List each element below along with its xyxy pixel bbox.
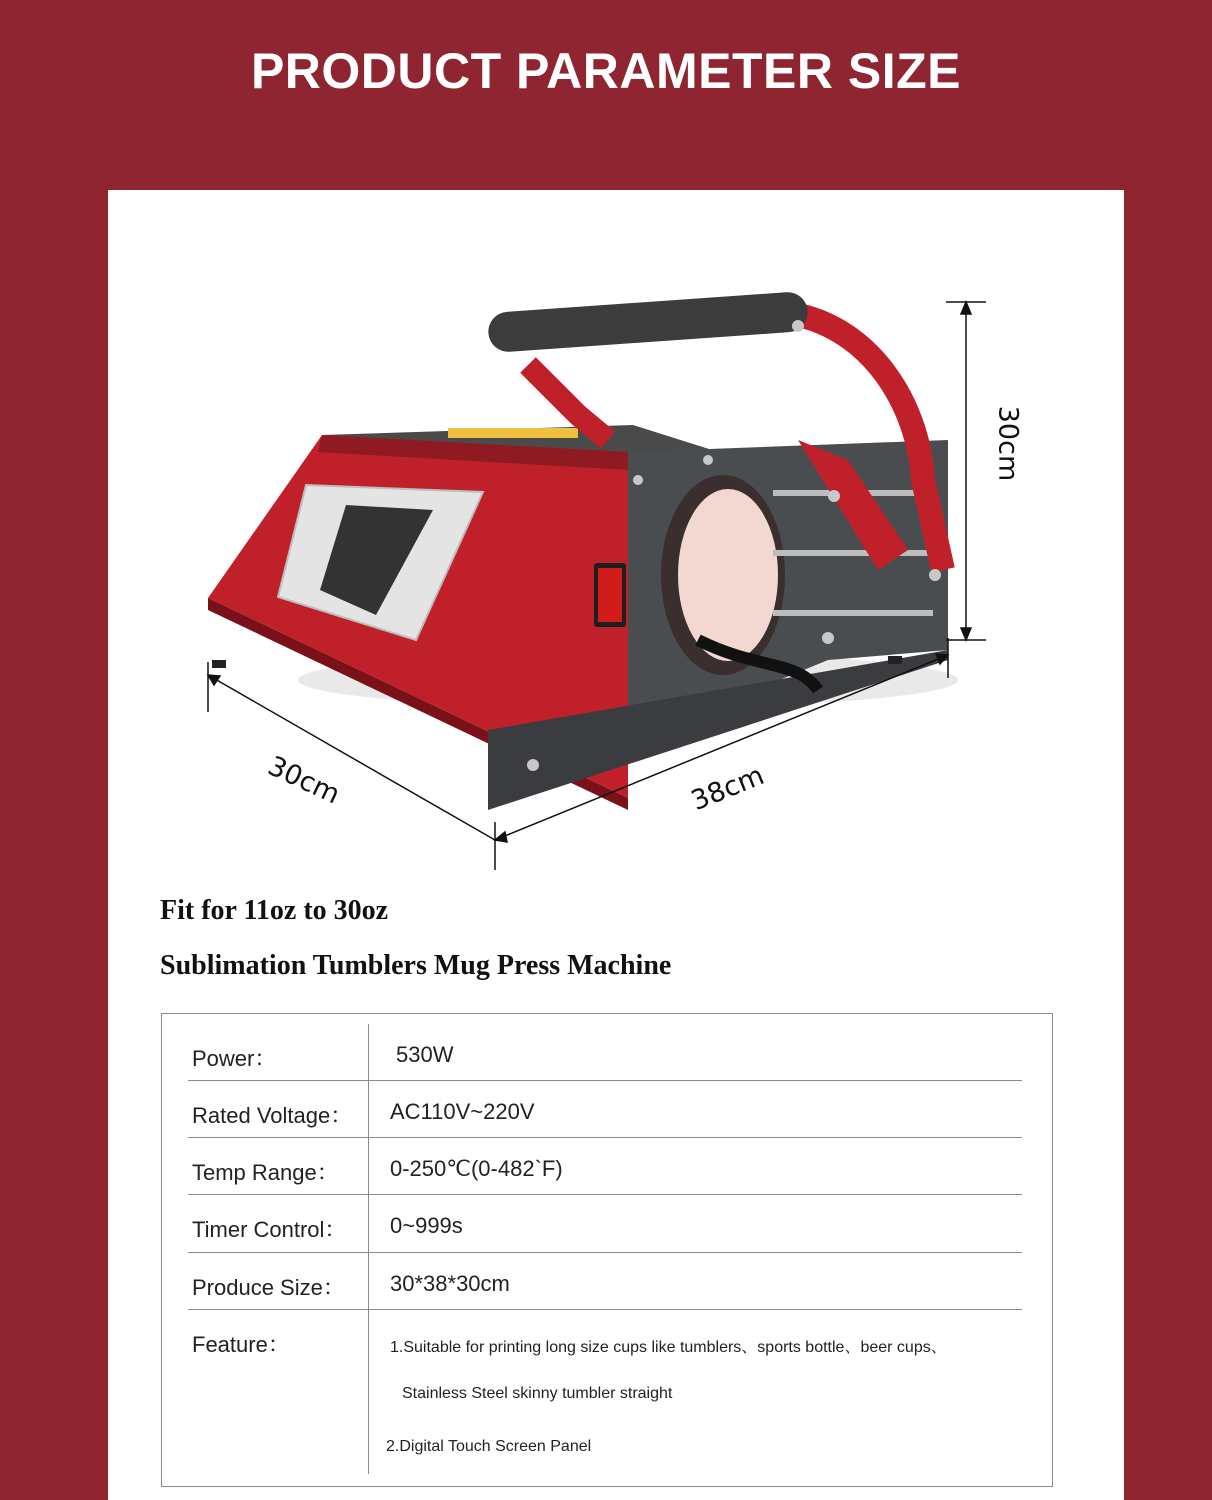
spec-row-power bbox=[188, 1024, 1022, 1081]
spec-row-voltage bbox=[188, 1081, 1022, 1138]
spec-row-feature bbox=[188, 1310, 1022, 1470]
feature-line-2: Stainless Steel skinny tumbler straight bbox=[402, 1385, 673, 1402]
spec-label: Temp Range： bbox=[192, 1160, 339, 1185]
spec-label: Rated Voltage： bbox=[192, 1103, 353, 1128]
depth-dimension-label: 30cm bbox=[262, 750, 345, 811]
spec-label: Produce Size： bbox=[192, 1275, 345, 1300]
height-dimension-label: 30cm bbox=[992, 405, 1024, 482]
spec-value: 30*38*30cm bbox=[390, 1271, 510, 1296]
width-dimension-label: 38cm bbox=[686, 759, 769, 818]
feature-line-1: 1.Suitable for printing long size cups like tumblers、sports bottle、beer cups、 bbox=[390, 1339, 947, 1356]
capacity-heading: Fit for 11oz to 30oz bbox=[160, 895, 389, 926]
spec-label: Feature： bbox=[192, 1332, 290, 1357]
spec-label: Power： bbox=[192, 1046, 277, 1071]
spec-table bbox=[161, 1013, 1053, 1487]
content-panel bbox=[108, 190, 1124, 1500]
spec-row-size bbox=[188, 1253, 1022, 1310]
spec-value: AC110V~220V bbox=[390, 1099, 535, 1124]
spec-label: Timer Control： bbox=[192, 1217, 347, 1242]
spec-value: 530W bbox=[396, 1042, 454, 1067]
spec-value: 0~999s bbox=[390, 1213, 463, 1238]
mug-press-machine-image bbox=[108, 190, 1124, 890]
spec-row-temp bbox=[188, 1138, 1022, 1195]
spec-row-timer bbox=[188, 1195, 1022, 1253]
page-title: PRODUCT PARAMETER SIZE bbox=[250, 43, 962, 99]
spec-value: 0-250℃(0-482`F) bbox=[390, 1156, 563, 1181]
product-name-heading: Sublimation Tumblers Mug Press Machine bbox=[160, 950, 672, 981]
feature-line-3: 2.Digital Touch Screen Panel bbox=[386, 1438, 592, 1455]
